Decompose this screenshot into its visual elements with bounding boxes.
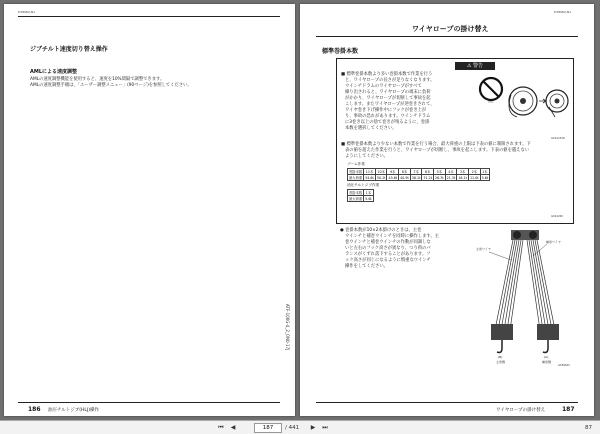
caution-line: 表の値を超えた作業を行うと、ワイヤロープが切断し、事故を起こします。下表の値を越えない <box>345 148 530 153</box>
cell: 21.3t <box>446 175 456 180</box>
aux-winch-label: 補巻側 <box>542 360 552 364</box>
prohibition-mark-label: 禁止 <box>488 99 495 103</box>
warning-label: 警告 <box>473 63 484 69</box>
main-winch-number: (B) <box>498 355 503 359</box>
hook-caution-paragraph <box>340 228 470 270</box>
warning-line: こします。またワイヤロープが逆巻きされて、 <box>345 102 435 107</box>
header-code: D38082-N1 <box>554 10 572 14</box>
page-number: 186 <box>28 406 41 413</box>
cell: 45.6t <box>388 175 398 180</box>
warning-line: 本数を選択してください。 <box>345 126 397 131</box>
body-line: AMLの速度調整機能を使用すると、速度を10%間隔で調整できます。 <box>30 77 165 82</box>
warning-line: と、ワイヤロープの長さが足りなくなります。 <box>345 78 435 83</box>
header-code: D38082-N1 <box>18 10 36 14</box>
cell: 16.1t <box>458 175 467 180</box>
cell: 4本 <box>445 169 457 175</box>
prev-page-button[interactable]: ◀ <box>230 424 236 431</box>
warning-line: 繰り出されると、ワイヤロープの端末に負荷 <box>345 90 431 95</box>
warning-line: ■ 標準巻掛本数より多い巻掛本数で作業を行う <box>341 72 433 77</box>
caution-line: ランスがくずれ落下することがあります。フ <box>345 252 431 257</box>
cell: 40.9t <box>400 175 409 180</box>
table-code: GK91260 <box>551 215 563 218</box>
page-total: / 441 <box>285 425 300 431</box>
jib-load-table <box>347 189 374 202</box>
cell: 7本 <box>410 169 422 175</box>
cell: 50.2t <box>376 175 386 180</box>
cell: 1本 <box>480 169 490 175</box>
warning-paragraph <box>341 72 471 132</box>
row-label: 巻掛本数 <box>349 191 363 195</box>
aux-hook-block <box>537 324 559 340</box>
boom-table-caption: ブーム作業 <box>347 162 365 166</box>
cell: 6本 <box>422 169 434 175</box>
page-number-input[interactable]: 187 <box>254 423 282 433</box>
page-187 <box>300 4 594 416</box>
aux-hook-icon <box>543 340 548 353</box>
cell: 11.0t <box>469 175 479 180</box>
jib-table-caption: 油圧チルトジブ作業 <box>347 183 380 187</box>
warning-triangle-icon: ⚠ <box>466 63 472 69</box>
cell: 5.6t <box>365 196 372 201</box>
row-label: 巻掛本数 <box>349 170 363 174</box>
next-page-button[interactable]: ▶ <box>310 424 316 431</box>
chapter-title: ワイヤロープの掛け替え <box>412 25 489 33</box>
boom-load-table <box>347 168 490 181</box>
last-page-button[interactable]: ⏭ <box>322 424 328 431</box>
aux-wire-label: 補巻ワイヤ <box>546 240 561 244</box>
body-line: AMLの速度調整手順は、「ユーザー調整メニュー」(90ページ)を参照してください。 <box>30 83 192 88</box>
caution-line: ウインチと補巻ウインチを同時に操作します。主 <box>345 234 439 239</box>
cell: 3本 <box>457 169 469 175</box>
caution-line: ● 巻掛本数が10×2本掛けのときは、主巻 <box>340 228 422 233</box>
cell: 9本 <box>387 169 399 175</box>
cell: 1本 <box>364 190 374 196</box>
figure-code: GK91234D <box>551 137 565 140</box>
warning-line: ワイヤ巻き下げ操作中にフックが巻き上が <box>345 108 427 113</box>
warning-header <box>455 62 495 70</box>
cell: 11本 <box>364 169 376 175</box>
caution-line: いと左右のフック高さが異なり、つり荷のバ <box>345 246 431 251</box>
warning-line: り、事故の恐れがあります。ウインチドラム <box>345 114 431 119</box>
page-186 <box>4 4 295 416</box>
caution-line: ようにしてください。 <box>345 154 388 159</box>
footer-rule <box>18 402 280 403</box>
section-title: 標準巻掛本数 <box>322 48 359 55</box>
footer-rule <box>316 402 578 403</box>
main-hook-block <box>491 324 513 340</box>
wire-rope-bundle <box>495 240 555 330</box>
figure-code: GK89645 <box>558 364 570 367</box>
header-rule <box>316 36 578 37</box>
first-page-button[interactable]: ⏮ <box>218 424 224 431</box>
caution-line: 操作をしてください。 <box>345 264 388 269</box>
footer-text: 油圧チルトジブ(HLJ)操作 <box>48 408 100 413</box>
cell: 54.6t <box>365 175 374 180</box>
cell: 5.6t <box>481 175 489 180</box>
cell: 5本 <box>434 169 446 175</box>
caution-paragraph <box>341 142 571 160</box>
body-text <box>30 77 270 89</box>
table-row <box>348 190 374 196</box>
cell: 26.3t <box>435 175 444 180</box>
warning-line: ウインチドラムのワイヤロープがすべて <box>345 84 422 89</box>
viewer-statusbar <box>0 420 600 434</box>
main-hook-icon <box>497 340 502 353</box>
aux-winch-number: (A) <box>544 355 549 359</box>
table-row <box>348 196 374 202</box>
cell: 10本 <box>375 169 387 175</box>
cell: 8本 <box>399 169 411 175</box>
header-rule <box>18 16 280 17</box>
caution-line: 巻ウインチと補巻ウインチの作動が同調しな <box>345 240 431 245</box>
warning-line: に3巻き以上の捨て巻きが残るように、巻掛 <box>345 120 430 125</box>
subsection-title: AMLによる速度調整 <box>30 69 78 75</box>
caution-line: ■ 標準巻掛本数より少ない本数で作業を行う場合、最大荷重の上限は下表の値に制限されます。下 <box>341 142 531 147</box>
section-title: ジブチルト速度切り替え操作 <box>30 46 108 53</box>
drum-prohibition-figure <box>477 73 571 137</box>
side-code: ATF-100G-4_2_ON0-17J <box>285 304 290 351</box>
table-row <box>348 175 490 181</box>
caution-line: ック高さが同じになるように慎重なウインチ <box>345 258 431 263</box>
main-winch-label: 主巻側 <box>496 360 506 364</box>
main-wire-label: 主巻ワイヤ <box>476 247 491 251</box>
footer-text: ワイヤロープの掛け替え <box>496 408 546 413</box>
page-number: 187 <box>562 406 575 413</box>
cell: 2本 <box>468 169 480 175</box>
row-label: 最大荷重 <box>349 197 363 201</box>
row-label: 最大荷重 <box>349 176 363 180</box>
warning-box <box>336 58 574 224</box>
cell: 36.1t <box>411 175 421 180</box>
warning-line: がかかり、ワイヤロープが切断して事故を起 <box>345 96 431 101</box>
zoom-level[interactable]: 87 <box>585 425 592 431</box>
cell: 31.2t <box>423 175 433 180</box>
